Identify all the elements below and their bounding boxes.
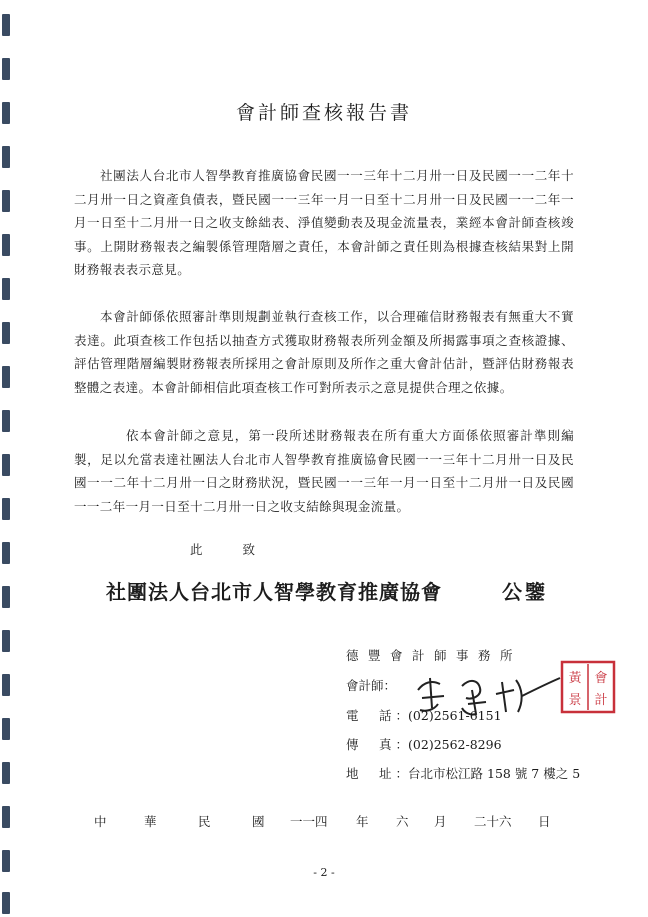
paragraph-2: 本會計師係依照審計準則規劃並執行查核工作，以合理確信財務報表有無重大不實表達。此項查核工作包括以抽查方式獲取財務報表所列金額及所揭露事項之查核證據、評估管理階層編製財務報表所採用之會計原則及所作之重大會計估計，暨評估財務報表整體之表達。本會計師相信此項查核工作可對所表示之意見提供合理之依據。 [74, 309, 574, 395]
salutation: 公鑒 [502, 580, 548, 604]
svg-text:會: 會 [594, 671, 608, 686]
date-part: 日 [538, 814, 551, 829]
fax-number: (02)2562-8296 [408, 737, 502, 752]
fax-line: 傳 真：(02)2562-8296 [346, 737, 502, 752]
page-number: - 2 - [313, 866, 335, 879]
address-line: 地 址：台北市松江路 158 號 7 樓之 5 [346, 766, 581, 781]
phone-line: 電 話：(02)2561-6151 [346, 708, 502, 723]
date-part: 年 [356, 814, 369, 829]
date-part: 國 [252, 814, 265, 829]
firm-name: 德豐會計師事務所 [346, 648, 523, 663]
date-part: 月 [434, 814, 447, 829]
closing-word-2: 致 [242, 542, 256, 557]
date-part: 中 [94, 814, 107, 829]
closing-word-1: 此 [190, 542, 203, 557]
date-day: 二十六 [474, 814, 512, 829]
date-part: 民 [198, 814, 211, 829]
fax-label: 傳 真 [346, 737, 396, 752]
binding-holes [0, 0, 16, 917]
svg-text:計: 計 [594, 693, 608, 708]
phone-number: (02)2561-6151 [408, 708, 502, 723]
address-label: 地 址 [346, 766, 396, 781]
paragraph-3: 依本會計師之意見，第一段所述財務報表在所有重大方面係依照審計準則編製，足以允當表達社團法人台北市人智學教育推廣協會民國一一三年十二月卅一日及民國一一二年十二月卅一日之財務狀況，暨民國一一三年一月一日至十二月卅一日及民國一一二年一月一日至十二月卅一日之收支結餘與現金流量。 [74, 428, 574, 514]
addressee: 社團法人台北市人智學教育推廣協會 [106, 580, 442, 604]
svg-text:黃: 黃 [568, 671, 582, 686]
svg-text:景: 景 [568, 693, 582, 708]
date-part: 華 [144, 814, 157, 829]
phone-label: 電 話 [346, 708, 396, 723]
accountant-label: 會計師： [346, 678, 397, 693]
date-year: 一一四 [290, 814, 328, 829]
closing-phrase [190, 540, 295, 558]
accountant-seal [560, 660, 616, 714]
address-value: 台北市松江路 158 號 7 樓之 5 [408, 766, 581, 781]
date-month: 六 [396, 814, 409, 829]
report-title: 會計師查核報告書 [235, 102, 412, 124]
paragraph-1: 社團法人台北市人智學教育推廣協會民國一一三年十二月卅一日及民國一一二年十二月卅一日之資產負債表，暨民國一一三年一月一日至十二月卅一日及民國一一二年一月一日至十二月卅一日之收支餘絀表、淨值變動表及現金流量表，業經本會計師查核竣事。上開財務報表之編製係管理階層之責任，本會計師之責任則為根據查核結果對上開財務報表表示意見。 [74, 168, 574, 278]
